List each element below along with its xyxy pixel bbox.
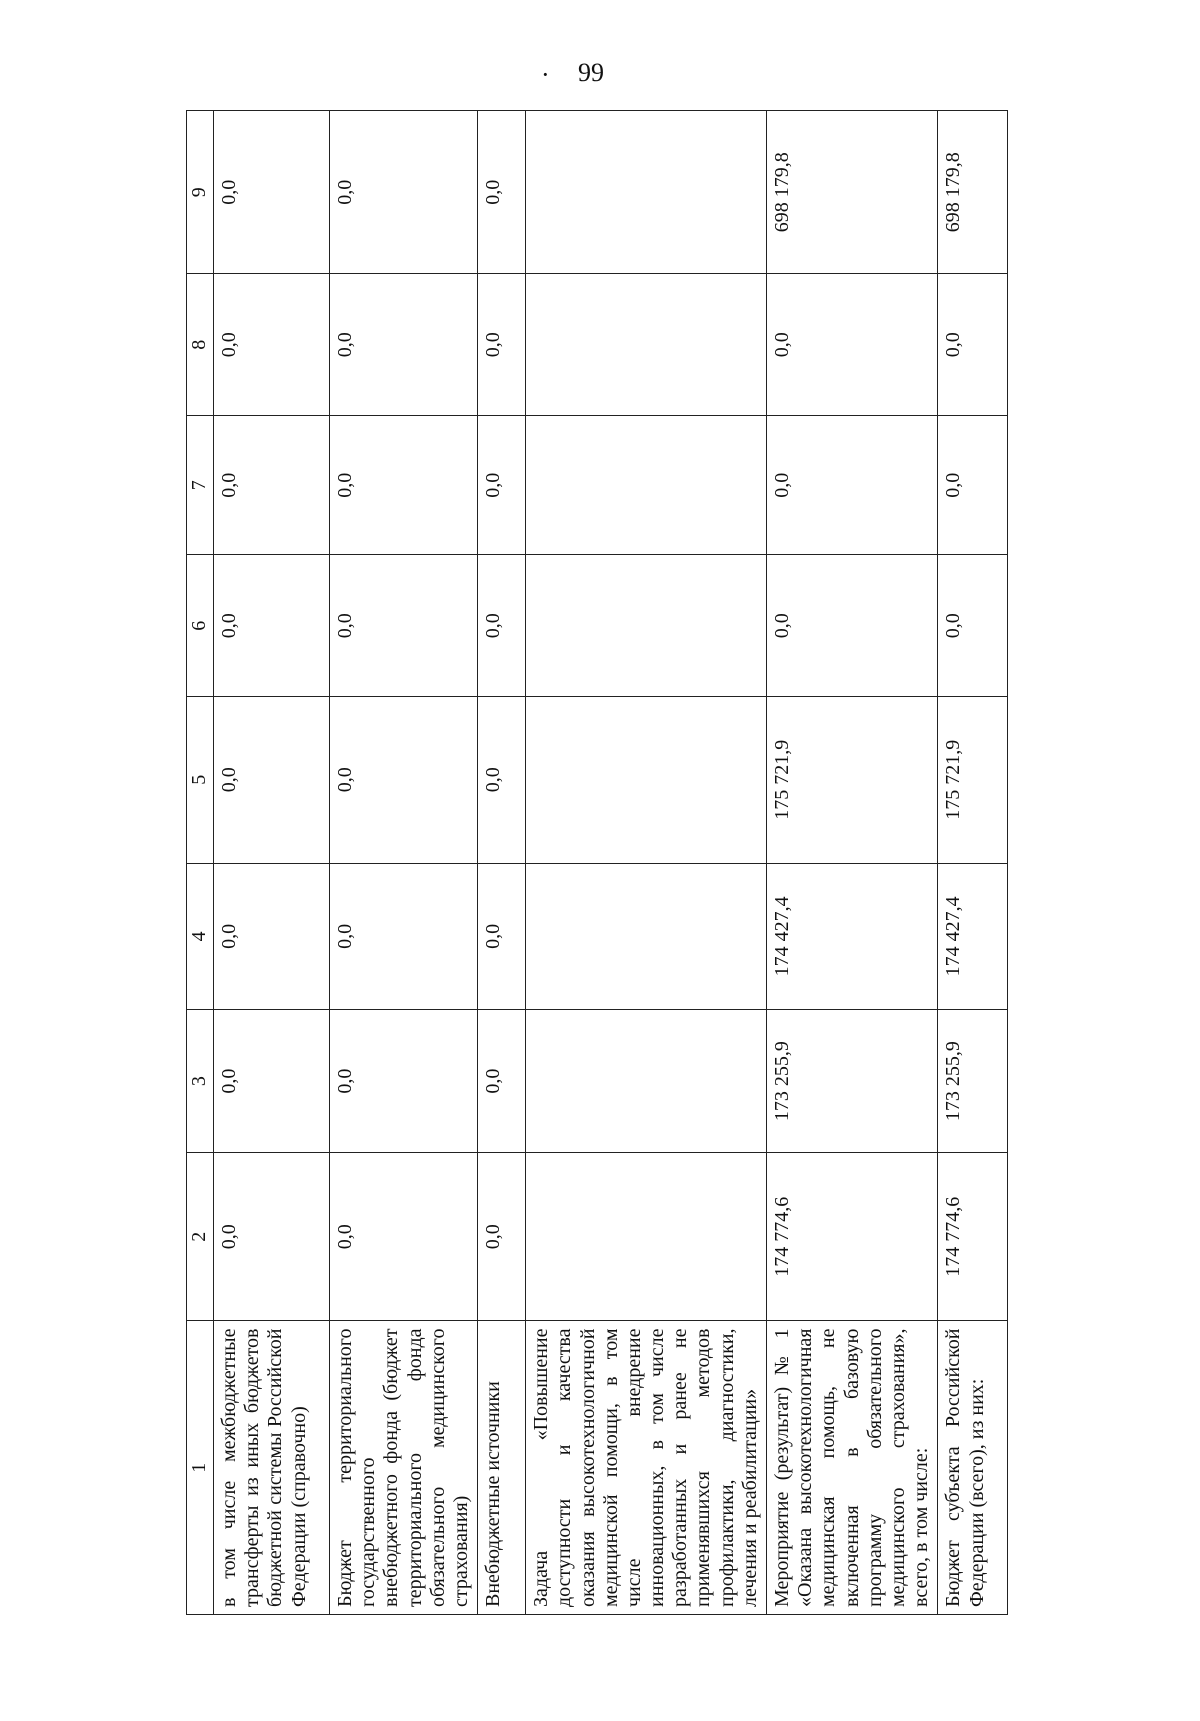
row-name: Мероприятие (результат) № 1 «Оказана высокотехнологичная медицинская помощь, не включенная в базовую программу обязательного медицинского страхования», всего, в том числе: — [767, 1321, 938, 1615]
cell-value: 0,0 — [767, 274, 938, 416]
header-row — [187, 111, 214, 1615]
cell-value: 698 179,8 — [938, 111, 1008, 274]
cell-value — [526, 1010, 767, 1153]
cell-value: 0,0 — [478, 111, 526, 274]
cell-value — [526, 111, 767, 274]
column-header: 1 — [187, 1321, 214, 1615]
cell-value: 174 774,6 — [767, 1152, 938, 1321]
column-header: 3 — [187, 1010, 214, 1153]
table-row — [767, 111, 938, 1615]
cell-value: 0,0 — [478, 555, 526, 697]
cell-value: 0,0 — [214, 863, 330, 1010]
row-name: Внебюджетные источники — [478, 1321, 526, 1615]
cell-value: 0,0 — [214, 697, 330, 864]
cell-value: 0,0 — [938, 274, 1008, 416]
cell-value: 0,0 — [214, 1010, 330, 1153]
cell-value: 0,0 — [478, 274, 526, 416]
cell-value: 0,0 — [767, 555, 938, 697]
cell-value: 0,0 — [330, 1010, 478, 1153]
cell-value — [526, 555, 767, 697]
cell-value: 0,0 — [938, 555, 1008, 697]
column-header: 2 — [187, 1152, 214, 1321]
row-name: в том числе межбюджетные трансферты из иных бюджетов бюджетной системы Российской Федерации (справочно) — [214, 1321, 330, 1615]
page-number: 99 — [578, 58, 604, 87]
cell-value: 0,0 — [214, 1152, 330, 1321]
cell-value: 0,0 — [330, 697, 478, 864]
cell-value — [526, 697, 767, 864]
table-row — [214, 111, 330, 1615]
cell-value: 0,0 — [214, 111, 330, 274]
cell-value: 174 427,4 — [938, 863, 1008, 1010]
cell-value: 0,0 — [214, 274, 330, 416]
table-row — [526, 111, 767, 1615]
row-name: Бюджет субъекта Российской Федерации (всего), из них: — [938, 1321, 1008, 1615]
row-name: Бюджет территориального государственного внебюджетного фонда (бюджет территориального фонда обязательного медицинского страхования) — [330, 1321, 478, 1615]
cell-value: 0,0 — [330, 274, 478, 416]
cell-value: 0,0 — [478, 863, 526, 1010]
column-header: 6 — [187, 555, 214, 697]
cell-value: 698 179,8 — [767, 111, 938, 274]
cell-value: 0,0 — [330, 555, 478, 697]
column-header: 5 — [187, 697, 214, 864]
cell-value: 0,0 — [330, 416, 478, 555]
cell-value — [526, 274, 767, 416]
budget-table — [186, 110, 1008, 1615]
rotated-table-wrapper — [186, 110, 1046, 1615]
cell-value: 174 774,6 — [938, 1152, 1008, 1321]
cell-value: 174 427,4 — [767, 863, 938, 1010]
cell-value: 0,0 — [938, 416, 1008, 555]
table-row — [938, 111, 1008, 1615]
cell-value: 175 721,9 — [767, 697, 938, 864]
cell-value — [526, 863, 767, 1010]
cell-value: 0,0 — [478, 1152, 526, 1321]
cell-value: 0,0 — [767, 416, 938, 555]
cell-value: 175 721,9 — [938, 697, 1008, 864]
table-row — [478, 111, 526, 1615]
row-name: Задача «Повышение доступности и качества оказания высокотехнологичной медицинской помощи, в том числе внедрение инновационных, в том числе разработанных и ранее не применявшихся методов профилактики, диагностики, лечения и реабилитации» — [526, 1321, 767, 1615]
column-header: 4 — [187, 863, 214, 1010]
table-row — [330, 111, 478, 1615]
cell-value: 0,0 — [330, 863, 478, 1010]
column-header: 8 — [187, 274, 214, 416]
cell-value: 0,0 — [478, 697, 526, 864]
column-header: 9 — [187, 111, 214, 274]
cell-value — [526, 416, 767, 555]
cell-value: 0,0 — [478, 1010, 526, 1153]
column-header: 7 — [187, 416, 214, 555]
cell-value: 0,0 — [330, 111, 478, 274]
page-mark: · — [541, 60, 550, 89]
cell-value — [526, 1152, 767, 1321]
cell-value: 0,0 — [330, 1152, 478, 1321]
cell-value: 173 255,9 — [938, 1010, 1008, 1153]
cell-value: 0,0 — [214, 416, 330, 555]
cell-value: 0,0 — [478, 416, 526, 555]
cell-value: 173 255,9 — [767, 1010, 938, 1153]
cell-value: 0,0 — [214, 555, 330, 697]
